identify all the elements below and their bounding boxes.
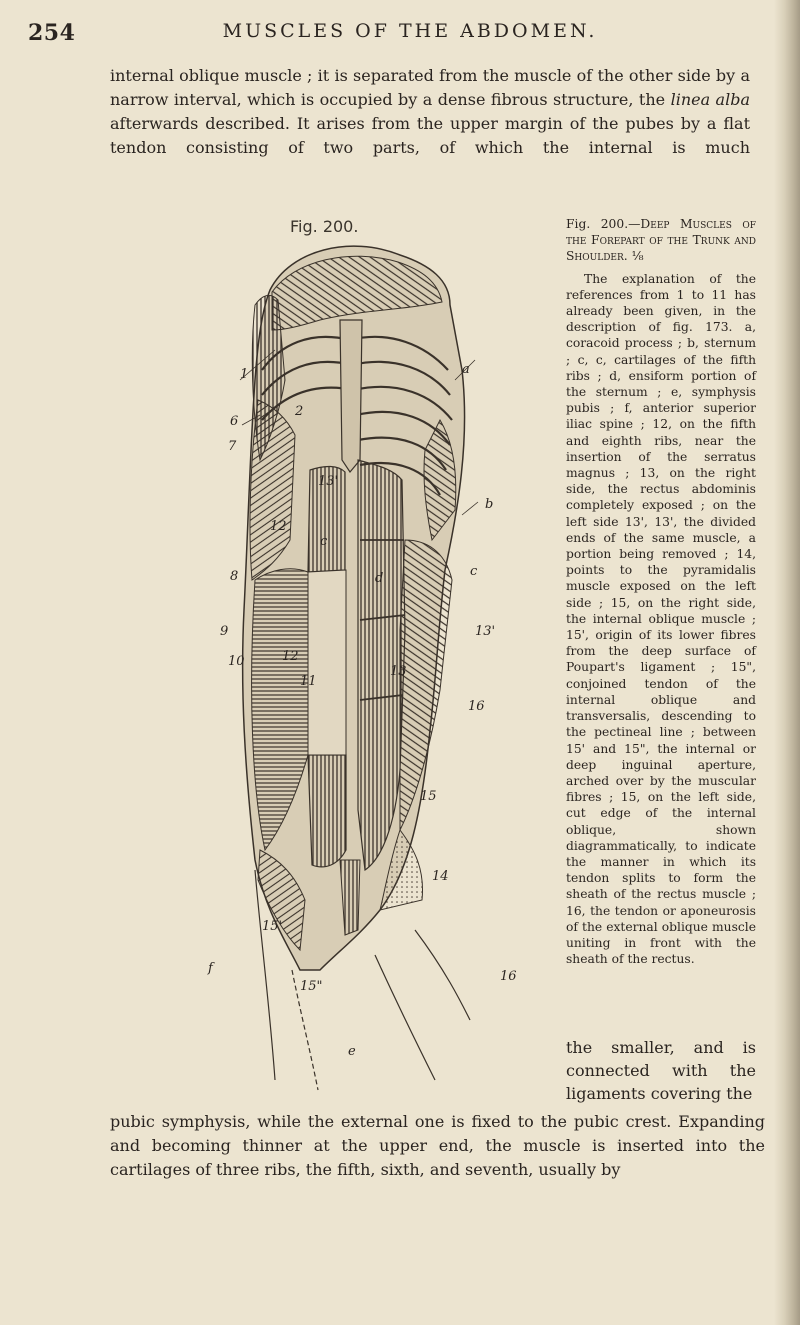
tail-text: pubic symphysis, while the external one is fixed to the pubic crest. Expanding and becoming thinner at the upper end, the muscle is inserted into the cartilages of three ribs, the fifth, sixth, and seventh, usually by	[110, 1112, 765, 1179]
running-head: MUSCLES OF THE ABDOMEN.	[222, 20, 598, 42]
caption-title-text: Deep Muscles of the Forepart of the Trunk and Shoulder.	[566, 217, 756, 264]
internal-oblique-right	[400, 540, 452, 830]
fig-label-2: 2	[295, 404, 304, 419]
figure-caption	[566, 216, 756, 967]
fig-label-c2: c	[320, 534, 328, 549]
fig-label-11: 11	[300, 674, 317, 689]
caption-title-prefix: Fig. 200.—	[566, 217, 641, 231]
rectus-sheath-exposed	[308, 570, 346, 755]
fig-label-d: d	[375, 571, 384, 586]
fig-label-16a: 16	[468, 699, 485, 714]
page-edge-shadow	[774, 0, 800, 1325]
fig-label-15: 15	[420, 789, 437, 804]
fig-label-1: 1	[240, 367, 249, 382]
continued-text: the smaller, and is connected with the ligaments covering the	[566, 1038, 756, 1103]
sternum	[340, 320, 362, 472]
fig-label-b: b	[485, 497, 494, 512]
fig-label-a: a	[462, 362, 470, 377]
thigh-right	[375, 955, 435, 1080]
fig-label-e: e	[348, 1044, 356, 1059]
caption-scale: ⅛	[631, 249, 644, 264]
fig-label-9: 9	[220, 624, 229, 639]
intro-paragraph	[110, 64, 750, 184]
tail-paragraph	[110, 1110, 765, 1182]
rectus-left-lower	[308, 755, 346, 867]
fig-label-6: 6	[230, 414, 239, 429]
fig-label-16b: 16	[500, 969, 517, 984]
thigh-right-b	[415, 930, 470, 1020]
fig-label-12b: 12	[282, 649, 299, 664]
fig-label-8: 8	[230, 569, 239, 584]
fig-label-13: 13	[390, 664, 407, 679]
fig-label-13pp: 13'	[475, 624, 496, 639]
fig-label-10: 10	[228, 654, 245, 669]
fig-label-12a: 12	[270, 519, 287, 534]
caption-title	[566, 216, 756, 265]
fig-label-c1: c	[470, 564, 478, 579]
fig-label-15pp: 15"	[300, 979, 323, 994]
continued-paragraph	[566, 1036, 756, 1105]
page-number: 254	[28, 20, 76, 46]
anatomical-figure	[200, 210, 525, 1110]
page-header	[0, 18, 800, 52]
fig-label-f: f	[208, 961, 213, 976]
intro-text-italic: linea alba	[670, 90, 750, 109]
figure-label: Fig. 200.	[290, 217, 359, 236]
fig-label-15p: 15'	[262, 919, 283, 934]
intro-text-a: internal oblique muscle ; it is separated from the muscle of the other side by a narrow interval, which is occupied by a dense fibrous structure, the	[110, 66, 750, 109]
fig-label-13p: 13'	[318, 474, 339, 489]
fig-label-7: 7	[228, 439, 237, 454]
intro-text-b: afterwards described. It arises from the upper margin of the pubes by a flat tendon consisting of two parts, of which the internal is much	[110, 114, 750, 157]
caption-body: The explanation of the references from 1 to 11 has already been given, in the description of fig. 173. a, coracoid process ; b, sternum ; c, c, cartilages of the fifth ribs ; d, ensiform portion of the sternum ; e, symphysis pubis ; f, anterior superior iliac spine ; 12, on the fifth and eighth ribs, near the insertion of the serratus magnus ; 13, on the right side, the rectus abdominis completely exposed ; on the left side 13', 13', the divided ends of the same muscle, a portion being removed ; 14, points to the pyramidalis muscle exposed on the left side ; 15, on the right side, the internal oblique muscle ; 15', origin of its lower fibres from the deep surface of Poupart's ligament ; 15", conjoined tendon of the internal oblique and transversalis, descending to the pectineal line ; between 15' and 15", the internal or deep inguinal aperture, arched over by the muscular fibres ; 15, on the left side, cut edge of the internal oblique, shown diagrammatically, to indicate the manner in which its tendon splits to form the sheath of the rectus muscle ; 16, the tendon or aponeurosis of the external oblique muscle uniting in front with the sheath of the rectus.	[566, 271, 756, 967]
fig-label-14: 14	[432, 869, 449, 884]
